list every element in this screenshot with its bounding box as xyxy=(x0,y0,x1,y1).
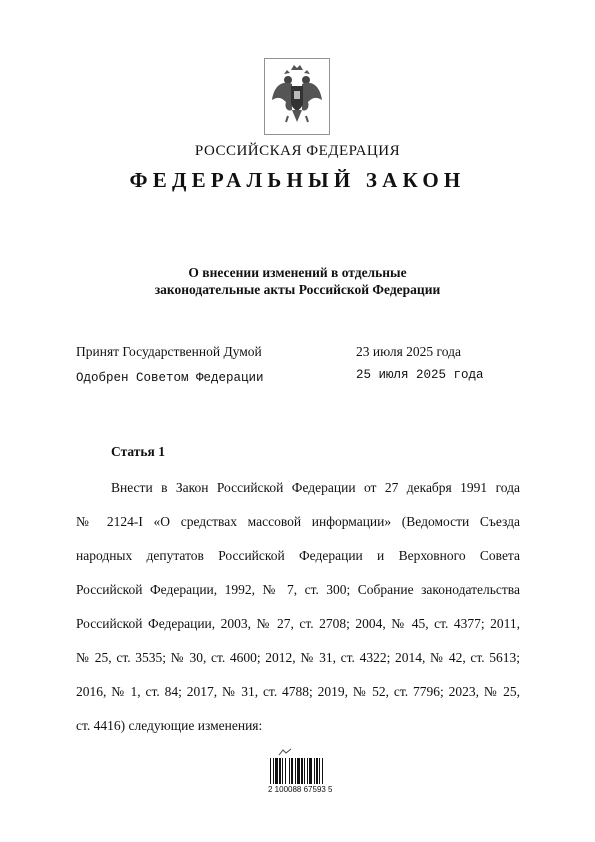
document-title-line-2: законодательные акты Российской Федерации xyxy=(154,282,441,297)
adoption-council-label: Одобрен Советом Федерации xyxy=(76,371,264,385)
barcode-bar xyxy=(309,758,312,784)
barcode-bar xyxy=(291,758,293,784)
article-line: Внести в Закон Российской Федерации от 27 декабря 1991 года xyxy=(111,480,520,495)
document-title xyxy=(0,264,595,298)
article-line: 2016, № 1, ст. 84; 2017, № 31, ст. 4788; 2019, № 52, ст. 7796; 2023, № 25, xyxy=(76,684,520,699)
barcode-bar xyxy=(304,758,305,784)
barcode-bar xyxy=(270,758,271,784)
barcode-bar xyxy=(307,758,308,784)
barcode xyxy=(262,748,342,796)
barcode-bar xyxy=(322,758,323,784)
article-line: Российской Федерации, 1992, № 7, ст. 300; Собрание законодательства xyxy=(76,582,520,597)
barcode-bar xyxy=(295,758,296,784)
barcode-bar xyxy=(314,758,315,784)
adoption-duma-date: 23 июля 2025 года xyxy=(356,344,461,359)
barcode-bar xyxy=(279,758,281,784)
barcode-mark-icon xyxy=(278,748,292,756)
barcode-number: 2 100088 67593 5 xyxy=(268,785,333,794)
barcode-bar xyxy=(289,758,290,784)
barcode-bar xyxy=(316,758,318,784)
barcode-bar xyxy=(275,758,278,784)
country-name: РОССИЙСКАЯ ФЕДЕРАЦИЯ xyxy=(194,143,401,159)
barcode-bar xyxy=(273,758,274,784)
article-line: Российской Федерации, 2003, № 27, ст. 2708; 2004, № 45, ст. 4377; 2011, xyxy=(76,616,520,631)
article-line: № 25, ст. 3535; № 30, ст. 4600; 2012, № 31, ст. 4322; 2014, № 42, ст. 5613; xyxy=(76,650,520,665)
barcode-icon xyxy=(270,758,338,784)
barcode-bar xyxy=(297,758,300,784)
article-body xyxy=(76,471,520,743)
barcode-bar xyxy=(301,758,303,784)
article-heading: Статья 1 xyxy=(111,444,165,459)
barcode-bar xyxy=(282,758,283,784)
document-title-line-1: О внесении изменений в отдельные xyxy=(188,265,407,280)
barcode-bar xyxy=(285,758,286,784)
document-type: ФЕДЕРАЛЬНЫЙ ЗАКОН xyxy=(129,168,466,192)
article-line: народных депутатов Российской Федерации и Верховного Совета xyxy=(76,548,520,563)
article-line: № 2124-I «О средствах массовой информации» (Ведомости Съезда xyxy=(76,514,520,529)
adoption-duma-label: Принят Государственной Думой xyxy=(76,344,262,359)
article-line: ст. 4416) следующие изменения: xyxy=(76,718,263,733)
adoption-council-date: 25 июля 2025 года xyxy=(356,368,484,382)
coat-of-arms-emblem-icon xyxy=(264,58,330,135)
barcode-bar xyxy=(319,758,320,784)
